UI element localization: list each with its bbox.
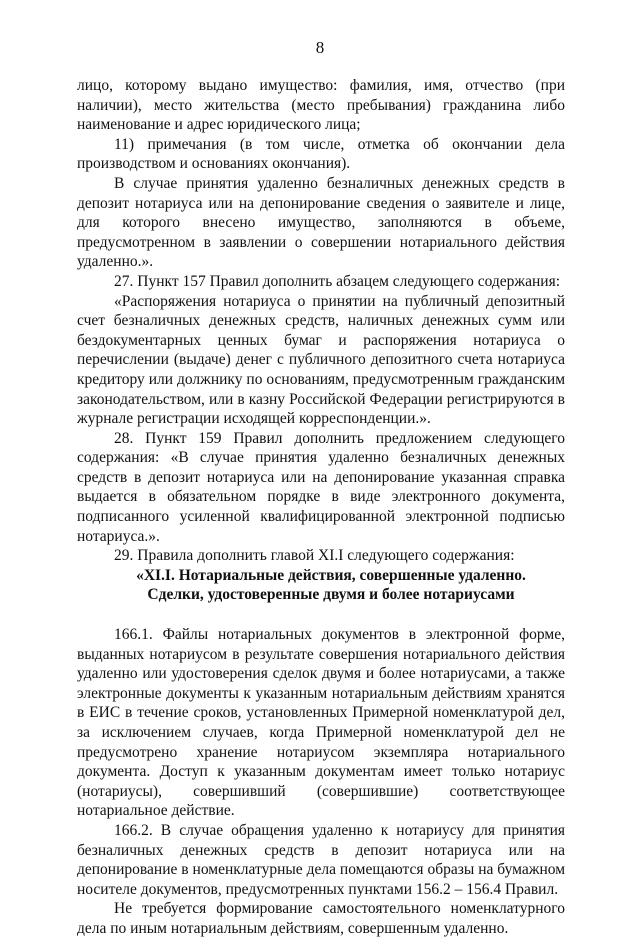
- paragraph: 28. Пункт 159 Правил дополнить предложением следующего содержания: «В случае принятия удаленно безналичных денежных средств в депозит нотариуса или на депонирование указанная справка выдается в обязательном порядке в виде электронного документа, подписанного усиленной квалифицированной электронной подписью нотариуса.».: [77, 429, 565, 545]
- paragraph: 29. Правила дополнить главой XI.I следующего содержания:: [114, 547, 515, 565]
- paragraph: 166.1. Файлы нотариальных документов в электронной форме, выданных нотариусом в результате совершения нотариального действия удаленно или удостоверения сделок двумя и более нотариусами, а также электронные документы к указанным нотариальным действиям хранятся в ЕИС в течение сроков, установленных Примерной номенклатурой дел, за исключением случаев, когда Примерной номенклатурой дел не предусмотрено хранение нотариусом экземпляра нотариального документа. Доступ к указанным документам имеет только нотариус (нотариусы), совершивший (совершившие) соответствующее нотариальное действие.: [77, 626, 565, 820]
- paragraph: В случае принятия удаленно безналичных денежных средств в депозит нотариуса или на депонирование сведения о заявителе и лице, для которого внесено имущество, заполняются в объеме, предусмотренном в заявлении о совершении нотариального действия удаленно.».: [77, 174, 565, 271]
- paragraph: 27. Пункт 157 Правил дополнить абзацем следующего содержания:: [114, 272, 561, 290]
- document-body: [77, 76, 565, 939]
- paragraph: «Распоряжения нотариуса о принятии на публичный депозитный счет безналичных денежных средств, наличных денежных сумм или бездокументарных ценных бумаг и распоряжения нотариуса о перечислении (выдаче) денег с публичного депозитного счета нотариуса кредитору или должнику по основаниям, предусмотренным гражданским законодательством, или в казну Российской Федерации регистрируются в журнале регистрации исходящей корреспонденции.».: [77, 292, 565, 428]
- page-number: 8: [315, 38, 325, 57]
- paragraph: Не требуется формирование самостоятельного номенклатурного дела по иным нотариальным действиям, совершенным удаленно.: [77, 900, 565, 937]
- paragraph: 11) примечания (в том числе, отметка об окончании дела производством и основаниях окончания).: [77, 135, 565, 173]
- paragraph: 166.2. В случае обращения удаленно к нотариусу для принятия безналичных денежных средств в депозит нотариуса или на депонирование в номенклатурные дела помещаются образы на бумажном носителе документов, предусмотренных пунктами 156.2 – 156.4 Правил.: [77, 821, 565, 898]
- chapter-heading-line-2: Сделки, удостоверенные двумя и более нотариусами: [147, 586, 515, 604]
- paragraph: лицо, которому выдано имущество: фамилия, имя, отчество (при наличии), место жительства (место пребывания) гражданина либо наименование и адрес юридического лица;: [77, 77, 565, 134]
- chapter-heading-line-1: «XI.I. Нотариальные действия, совершенные удаленно.: [136, 566, 526, 584]
